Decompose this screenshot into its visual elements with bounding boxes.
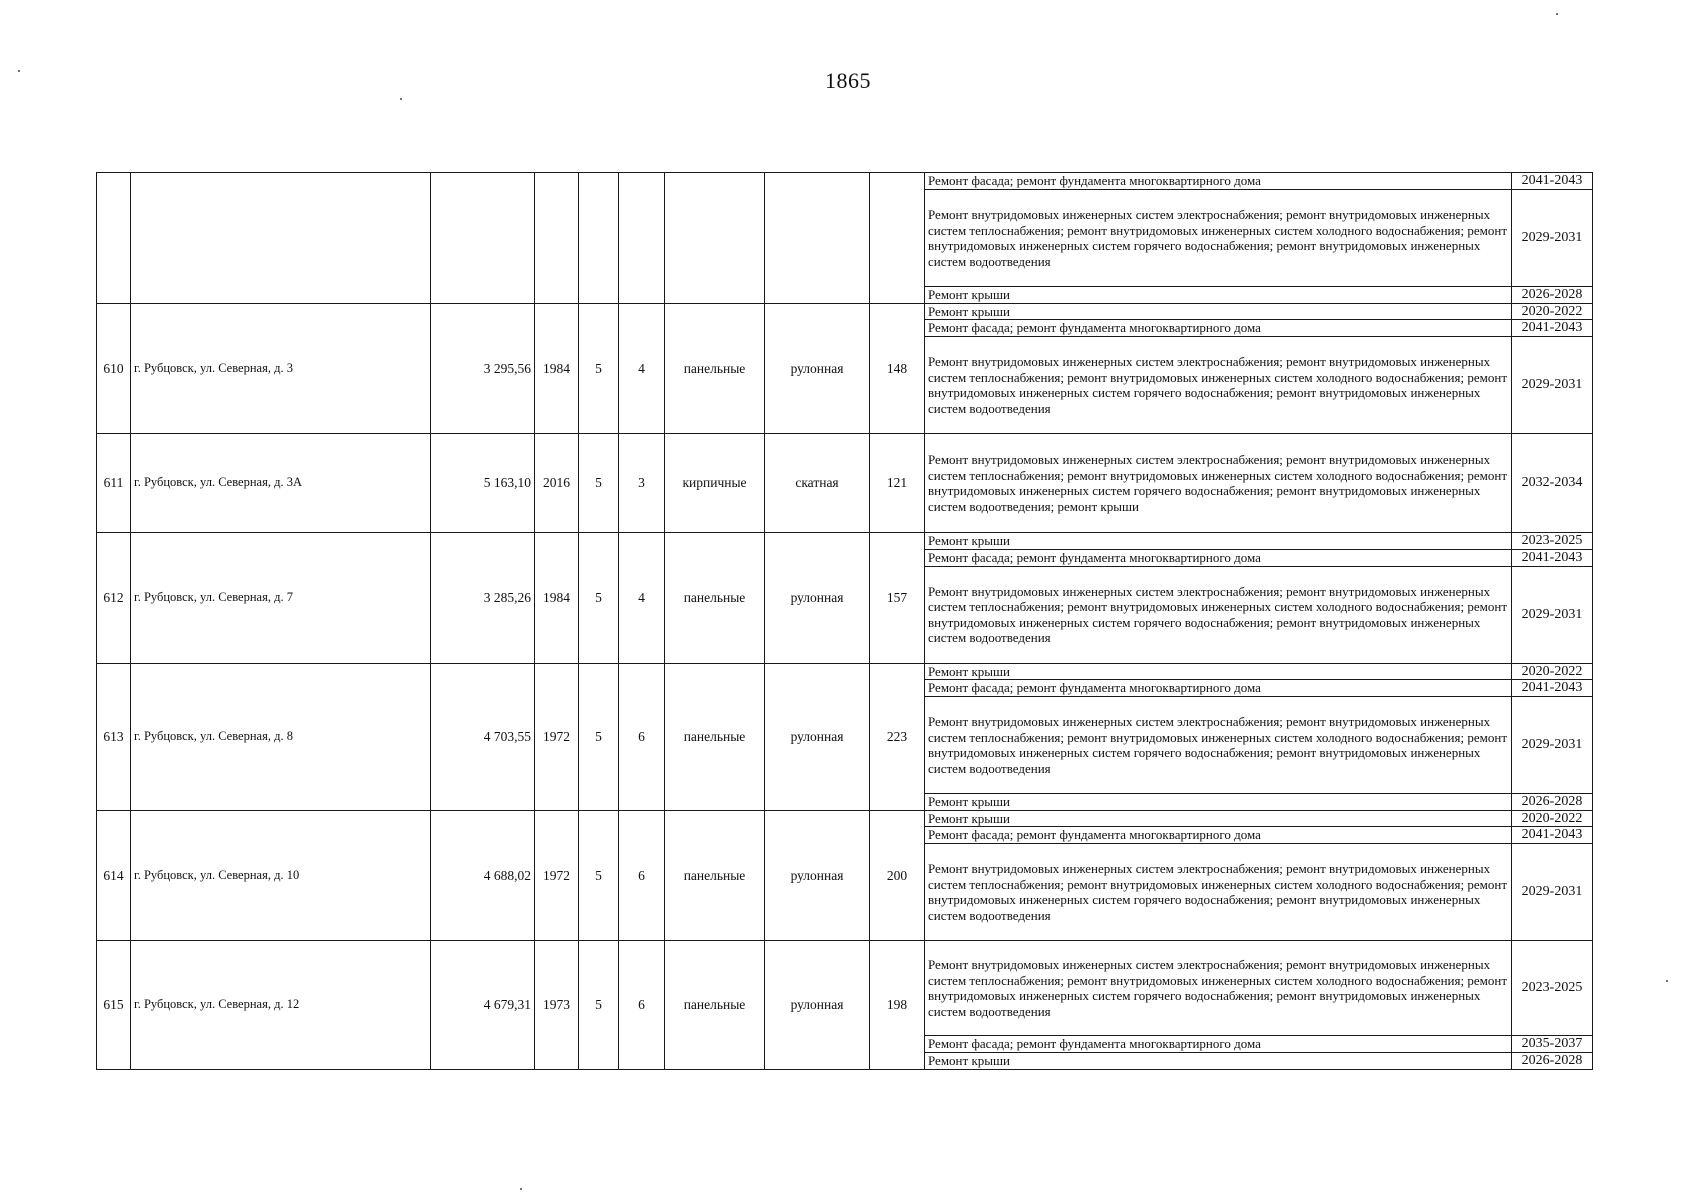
- period-cell: 2026-2028: [1512, 794, 1593, 811]
- work-type-cell: Ремонт фасада; ремонт фундамента многоквартирного дома: [925, 1036, 1512, 1053]
- area-cell: 4 679,31: [431, 941, 535, 1070]
- entrances-cell: [619, 173, 665, 304]
- period-cell: 2029-2031: [1512, 844, 1593, 941]
- walls-cell: панельные: [665, 663, 765, 810]
- work-type-cell: Ремонт внутридомовых инженерных систем электроснабжения; ремонт внутридомовых инженерных систем теплоснабжения; ремонт внутридомовых инженерных систем холодного водоснабжения; ремонт внутридомовых инженерных систем горячего водоснабжения; ремонт внутридомовых инженерных систем водоотведения: [925, 190, 1512, 287]
- table-row: [97, 303, 1593, 320]
- work-type-cell: Ремонт фасада; ремонт фундамента многоквартирного дома: [925, 680, 1512, 697]
- walls-cell: кирпичные: [665, 434, 765, 533]
- capital-repair-table: [96, 172, 1593, 1070]
- period-cell: 2026-2028: [1512, 287, 1593, 304]
- entrances-cell: 6: [619, 941, 665, 1070]
- area-cell: 4 703,55: [431, 663, 535, 810]
- year-cell: 1972: [535, 663, 579, 810]
- walls-cell: панельные: [665, 810, 765, 941]
- work-type-cell: Ремонт крыши: [925, 287, 1512, 304]
- roof-cell: [765, 173, 870, 304]
- period-cell: 2026-2028: [1512, 1053, 1593, 1070]
- floors-cell: 5: [579, 434, 619, 533]
- area-cell: 4 688,02: [431, 810, 535, 941]
- table-row: [97, 941, 1593, 1036]
- work-type-cell: Ремонт фасада; ремонт фундамента многоквартирного дома: [925, 549, 1512, 566]
- area-cell: 3 295,56: [431, 303, 535, 434]
- address-cell: г. Рубцовск, ул. Северная, д. 8: [131, 663, 431, 810]
- residents-cell: 157: [870, 533, 925, 664]
- period-cell: 2041-2043: [1512, 827, 1593, 844]
- period-cell: 2023-2025: [1512, 533, 1593, 550]
- table-row: [97, 533, 1593, 550]
- floors-cell: [579, 173, 619, 304]
- residents-cell: [870, 173, 925, 304]
- period-cell: 2023-2025: [1512, 941, 1593, 1036]
- roof-cell: скатная: [765, 434, 870, 533]
- address-cell: г. Рубцовск, ул. Северная, д. 12: [131, 941, 431, 1070]
- scan-speck: [400, 98, 402, 100]
- row-number: 610: [97, 303, 131, 434]
- floors-cell: 5: [579, 303, 619, 434]
- period-cell: 2020-2022: [1512, 663, 1593, 680]
- table-row: [97, 173, 1593, 190]
- work-type-cell: Ремонт внутридомовых инженерных систем электроснабжения; ремонт внутридомовых инженерных систем теплоснабжения; ремонт внутридомовых инженерных систем холодного водоснабжения; ремонт внутридомовых инженерных систем горячего водоснабжения; ремонт внутридомовых инженерных систем водоотведения: [925, 844, 1512, 941]
- work-type-cell: Ремонт крыши: [925, 663, 1512, 680]
- work-type-cell: Ремонт внутридомовых инженерных систем электроснабжения; ремонт внутридомовых инженерных систем теплоснабжения; ремонт внутридомовых инженерных систем холодного водоснабжения; ремонт внутридомовых инженерных систем горячего водоснабжения; ремонт внутридомовых инженерных систем водоотведения: [925, 337, 1512, 434]
- scan-speck: [520, 1188, 522, 1190]
- work-type-cell: Ремонт внутридомовых инженерных систем электроснабжения; ремонт внутридомовых инженерных систем теплоснабжения; ремонт внутридомовых инженерных систем холодного водоснабжения; ремонт внутридомовых инженерных систем горячего водоснабжения; ремонт внутридомовых инженерных систем водоотведения: [925, 941, 1512, 1036]
- roof-cell: рулонная: [765, 533, 870, 664]
- address-cell: г. Рубцовск, ул. Северная, д. 3: [131, 303, 431, 434]
- residents-cell: 121: [870, 434, 925, 533]
- address-cell: [131, 173, 431, 304]
- area-cell: [431, 173, 535, 304]
- period-cell: 2029-2031: [1512, 337, 1593, 434]
- work-type-cell: Ремонт крыши: [925, 810, 1512, 827]
- walls-cell: [665, 173, 765, 304]
- table-row: [97, 810, 1593, 827]
- period-cell: 2041-2043: [1512, 680, 1593, 697]
- floors-cell: 5: [579, 533, 619, 664]
- year-cell: 1973: [535, 941, 579, 1070]
- period-cell: 2020-2022: [1512, 810, 1593, 827]
- scan-speck: [1556, 13, 1558, 15]
- row-number: 611: [97, 434, 131, 533]
- walls-cell: панельные: [665, 303, 765, 434]
- row-number: 613: [97, 663, 131, 810]
- address-cell: г. Рубцовск, ул. Северная, д. 10: [131, 810, 431, 941]
- work-type-cell: Ремонт внутридомовых инженерных систем электроснабжения; ремонт внутридомовых инженерных систем теплоснабжения; ремонт внутридомовых инженерных систем холодного водоснабжения; ремонт внутридомовых инженерных систем горячего водоснабжения; ремонт внутридомовых инженерных систем водоотведения; ремонт крыши: [925, 434, 1512, 533]
- period-cell: 2029-2031: [1512, 190, 1593, 287]
- floors-cell: 5: [579, 810, 619, 941]
- residents-cell: 148: [870, 303, 925, 434]
- period-cell: 2035-2037: [1512, 1036, 1593, 1053]
- work-type-cell: Ремонт крыши: [925, 794, 1512, 811]
- year-cell: 1984: [535, 533, 579, 664]
- work-type-cell: Ремонт фасада; ремонт фундамента многоквартирного дома: [925, 173, 1512, 190]
- work-type-cell: Ремонт внутридомовых инженерных систем электроснабжения; ремонт внутридомовых инженерных систем теплоснабжения; ремонт внутридомовых инженерных систем холодного водоснабжения; ремонт внутридомовых инженерных систем горячего водоснабжения; ремонт внутридомовых инженерных систем водоотведения: [925, 566, 1512, 663]
- work-type-cell: Ремонт фасада; ремонт фундамента многоквартирного дома: [925, 320, 1512, 337]
- entrances-cell: 3: [619, 434, 665, 533]
- roof-cell: рулонная: [765, 663, 870, 810]
- walls-cell: панельные: [665, 941, 765, 1070]
- residents-cell: 200: [870, 810, 925, 941]
- period-cell: 2041-2043: [1512, 549, 1593, 566]
- period-cell: 2041-2043: [1512, 173, 1593, 190]
- work-type-cell: Ремонт крыши: [925, 1053, 1512, 1070]
- page-number: 1865: [825, 68, 871, 93]
- entrances-cell: 4: [619, 533, 665, 664]
- roof-cell: рулонная: [765, 303, 870, 434]
- floors-cell: 5: [579, 663, 619, 810]
- year-cell: 1972: [535, 810, 579, 941]
- row-number: [97, 173, 131, 304]
- address-cell: г. Рубцовск, ул. Северная, д. 7: [131, 533, 431, 664]
- period-cell: 2041-2043: [1512, 320, 1593, 337]
- scan-speck: [18, 70, 20, 72]
- work-type-cell: Ремонт крыши: [925, 533, 1512, 550]
- residents-cell: 198: [870, 941, 925, 1070]
- roof-cell: рулонная: [765, 941, 870, 1070]
- work-type-cell: Ремонт крыши: [925, 303, 1512, 320]
- address-cell: г. Рубцовск, ул. Северная, д. 3А: [131, 434, 431, 533]
- walls-cell: панельные: [665, 533, 765, 664]
- residents-cell: 223: [870, 663, 925, 810]
- work-type-cell: Ремонт фасада; ремонт фундамента многоквартирного дома: [925, 827, 1512, 844]
- period-cell: 2029-2031: [1512, 697, 1593, 794]
- area-cell: 5 163,10: [431, 434, 535, 533]
- scan-speck: [1666, 980, 1668, 982]
- row-number: 612: [97, 533, 131, 664]
- area-cell: 3 285,26: [431, 533, 535, 664]
- year-cell: 1984: [535, 303, 579, 434]
- period-cell: 2020-2022: [1512, 303, 1593, 320]
- row-number: 614: [97, 810, 131, 941]
- table-row: [97, 434, 1593, 533]
- year-cell: 2016: [535, 434, 579, 533]
- floors-cell: 5: [579, 941, 619, 1070]
- table-row: [97, 663, 1593, 680]
- entrances-cell: 6: [619, 810, 665, 941]
- entrances-cell: 6: [619, 663, 665, 810]
- period-cell: 2032-2034: [1512, 434, 1593, 533]
- work-type-cell: Ремонт внутридомовых инженерных систем электроснабжения; ремонт внутридомовых инженерных систем теплоснабжения; ремонт внутридомовых инженерных систем холодного водоснабжения; ремонт внутридомовых инженерных систем горячего водоснабжения; ремонт внутридомовых инженерных систем водоотведения: [925, 697, 1512, 794]
- row-number: 615: [97, 941, 131, 1070]
- year-cell: [535, 173, 579, 304]
- roof-cell: рулонная: [765, 810, 870, 941]
- period-cell: 2029-2031: [1512, 566, 1593, 663]
- entrances-cell: 4: [619, 303, 665, 434]
